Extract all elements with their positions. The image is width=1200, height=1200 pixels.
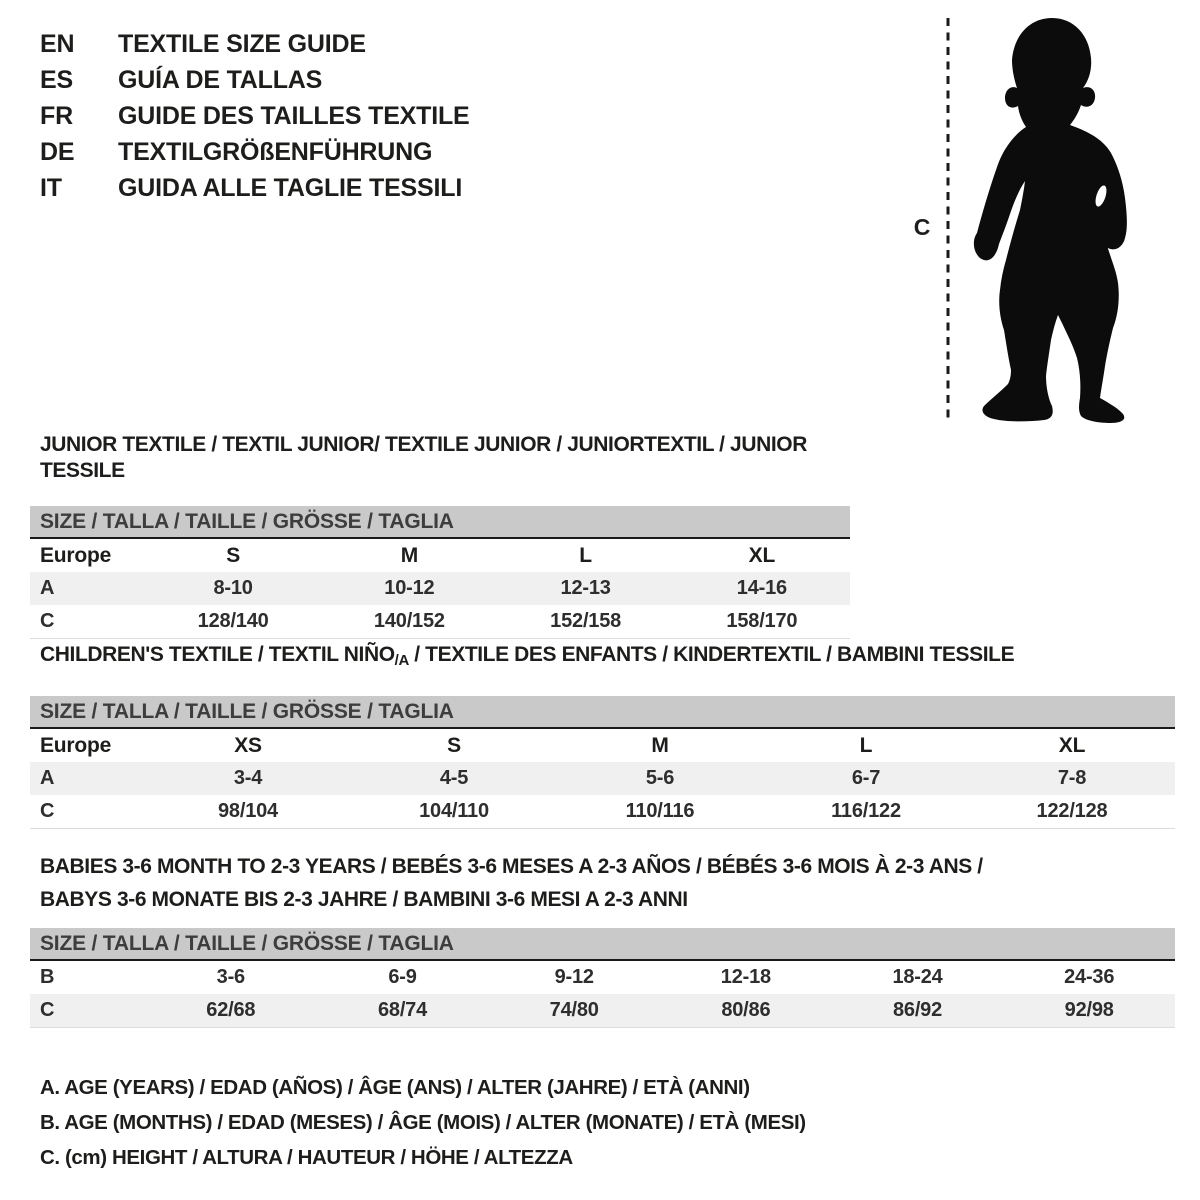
- table-header-row: [30, 729, 1175, 762]
- table-cell: 98/104: [218, 800, 278, 822]
- table-cell: 4-5: [439, 767, 469, 789]
- table-row-age: [30, 762, 1175, 795]
- size-col-header: M: [400, 543, 419, 567]
- row-label: A: [40, 577, 55, 599]
- table-cell: 104/110: [419, 800, 489, 822]
- size-col-header: XL: [748, 543, 776, 567]
- language-label: GUÍA DE TALLAS: [118, 66, 323, 94]
- language-code: DE: [40, 138, 75, 166]
- size-header-bar: SIZE / TALLA / TAILLE / GRÖSSE / TAGLIA: [30, 696, 1175, 729]
- table-cell: 6-7: [851, 767, 881, 789]
- size-col-header: XS: [234, 733, 262, 757]
- height-measure-label: C: [913, 214, 931, 240]
- region-header: Europe: [40, 733, 112, 757]
- legend-line-c: C. (cm) HEIGHT / ALTURA / HAUTEUR / HÖHE / ALTEZZA: [40, 1146, 573, 1169]
- row-label: C: [40, 610, 55, 632]
- region-header: Europe: [40, 543, 112, 567]
- table-cell: 110/116: [625, 800, 695, 822]
- table-cell: 6-9: [388, 966, 417, 988]
- size-col-header: L: [579, 543, 592, 567]
- size-col-header: S: [226, 543, 241, 567]
- language-row-en: [40, 26, 470, 62]
- language-code: IT: [40, 174, 62, 202]
- table-cell: 86/92: [892, 999, 943, 1021]
- table-cell: 12-13: [560, 577, 611, 599]
- title-subscript: /A: [394, 652, 409, 669]
- title-line-1: BABIES 3-6 MONTH TO 2-3 YEARS / BEBÉS 3-6 MESES A 2-3 AÑOS / BÉBÉS 3-6 MOIS À 2-3 ANS /: [40, 855, 983, 878]
- legend-line-b: B. AGE (MONTHS) / EDAD (MESES) / ÂGE (MOIS) / ALTER (MONATE) / ETÀ (MESI): [40, 1111, 806, 1134]
- table-row-height: [30, 795, 1175, 828]
- table-cell: 5-6: [645, 767, 675, 789]
- title-part: CHILDREN'S TEXTILE / TEXTIL NIÑO: [40, 643, 395, 666]
- table-cell: 80/86: [721, 999, 771, 1021]
- language-row-it: [40, 170, 470, 206]
- table-cell: 12-18: [720, 966, 771, 988]
- height-measure-figure: [900, 10, 1170, 435]
- junior-textile-table: [30, 432, 850, 639]
- language-label: TEXTILE SIZE GUIDE: [118, 30, 366, 58]
- table-cell: 116/122: [831, 800, 901, 822]
- table-cell: 68/74: [377, 999, 428, 1021]
- language-label: GUIDA ALLE TAGLIE TESSILI: [118, 174, 463, 202]
- table-cell: 74/80: [549, 999, 599, 1021]
- language-row-de: [40, 134, 470, 170]
- table-cell: 7-8: [1057, 767, 1087, 789]
- table-cell: 62/68: [206, 999, 256, 1021]
- row-label: A: [40, 767, 55, 789]
- table-cell: 152/158: [550, 610, 622, 632]
- language-code: FR: [40, 102, 73, 130]
- size-header-bar: SIZE / TALLA / TAILLE / GRÖSSE / TAGLIA: [30, 928, 1175, 961]
- table-cell: 3-6: [216, 966, 245, 988]
- table-cell: 14-16: [736, 577, 787, 599]
- title-part: / TEXTILE DES ENFANTS / KINDERTEXTIL / BAMBINI TESSILE: [408, 643, 1015, 666]
- language-label: GUIDE DES TAILLES TEXTILE: [118, 102, 470, 130]
- size-col-header: M: [651, 733, 669, 757]
- table-cell: 3-4: [233, 767, 263, 789]
- language-list: [40, 26, 470, 206]
- language-row-es: [40, 62, 470, 98]
- table-row-age: [30, 572, 850, 605]
- table-cell: 128/140: [197, 610, 269, 632]
- table-row-age-months: [30, 961, 1175, 994]
- table-row-height: [30, 994, 1175, 1027]
- table-cell: 140/152: [373, 610, 445, 632]
- size-col-header: L: [859, 733, 873, 757]
- row-label: B: [40, 966, 55, 988]
- table-row-height: [30, 605, 850, 638]
- table-cell: 10-12: [384, 577, 435, 599]
- size-col-header: S: [447, 733, 461, 757]
- childrens-table-title: [30, 642, 1175, 674]
- junior-table-title: JUNIOR TEXTILE / TEXTIL JUNIOR/ TEXTILE JUNIOR / JUNIORTEXTIL / JUNIOR TESSILE: [40, 433, 807, 482]
- height-dashed-line: [940, 16, 956, 424]
- table-header-row: [30, 539, 850, 572]
- row-label: C: [40, 999, 55, 1021]
- size-col-header: XL: [1058, 733, 1086, 757]
- table-cell: 122/128: [1036, 800, 1108, 822]
- table-cell: 24-36: [1064, 966, 1115, 988]
- table-cell: 18-24: [892, 966, 943, 988]
- language-code: EN: [40, 30, 75, 58]
- table-cell: 92/98: [1064, 999, 1114, 1021]
- language-code: ES: [40, 66, 73, 94]
- legend-line-a: A. AGE (YEARS) / EDAD (AÑOS) / ÂGE (ANS) / ALTER (JAHRE) / ETÀ (ANNI): [40, 1076, 750, 1099]
- title-line-2: BABYS 3-6 MONATE BIS 2-3 JAHRE / BAMBINI 3-6 MESI A 2-3 ANNI: [40, 888, 688, 911]
- table-cell: 158/170: [726, 610, 798, 632]
- childrens-textile-table: [30, 642, 1175, 829]
- language-label: TEXTILGRÖßENFÜHRUNG: [118, 138, 433, 166]
- row-label: C: [40, 800, 55, 822]
- babies-table-title: [30, 850, 1175, 916]
- babies-textile-table: [30, 850, 1175, 1028]
- toddler-silhouette-icon: [962, 18, 1142, 423]
- table-cell: 8-10: [213, 577, 253, 599]
- language-row-fr: [40, 98, 470, 134]
- size-header-bar: SIZE / TALLA / TAILLE / GRÖSSE / TAGLIA: [30, 506, 850, 539]
- measure-legend: [40, 1070, 806, 1175]
- table-cell: 9-12: [554, 966, 594, 988]
